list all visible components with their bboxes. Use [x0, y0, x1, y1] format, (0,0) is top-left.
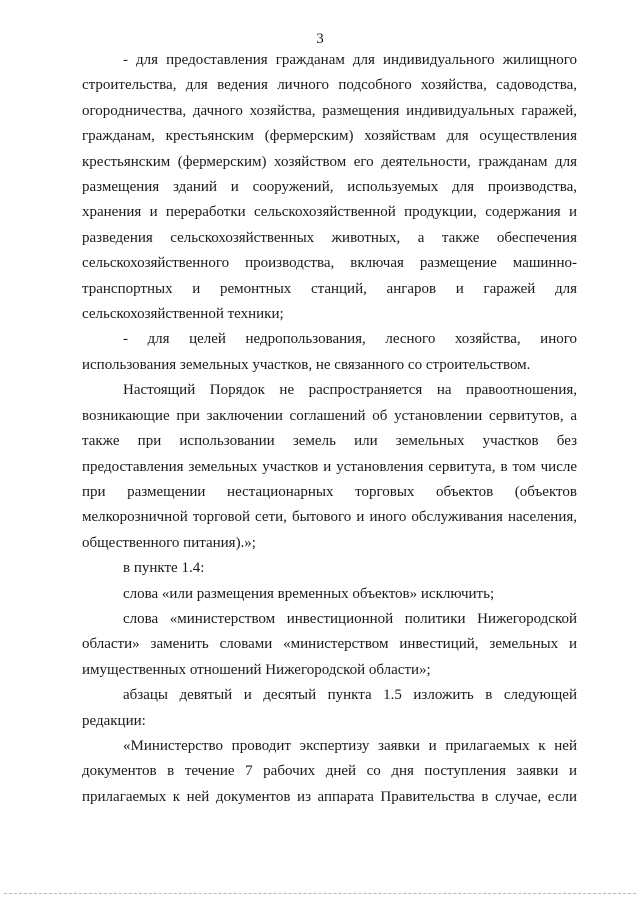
page-number: 3 [316, 31, 324, 47]
document-body [82, 48, 577, 810]
paragraph-ministry-review: «Министерство проводит экспертизу заявки и прилагаемых к ней документов в течение 7 рабочих дней со дня поступления заявки и прилагаемых к ней документов из аппарата Правительства в случае, если [82, 737, 577, 805]
paragraph-point-1-5: абзацы девятый и десятый пункта 1.5 изложить в следующей редакции: [82, 687, 577, 729]
page-bottom-rule [4, 893, 636, 894]
paragraph-scope-exclusion: Настоящий Порядок не распространяется на правоотношения, возникающие при заключении соглашений об установлении сервитутов, а также при использовании земель или земельных участков без предоставления земельных участков и установления сервитута, в том числе при размещении нестационарных торговых объектов (объектов мелкорозничной торговой сети, бытового и иного обслуживания населения, общественного питания).»; [82, 382, 577, 551]
paragraph-exclude-words: слова «или размещения временных объектов» исключить; [123, 585, 495, 602]
paragraph-land-purposes: - для предоставления гражданам для индивидуального жилищного строительства, для ведения личного подсобного хозяйства, садоводства, огородничества, дачного хозяйства, размещения индивидуальных гаражей, гражданам, крестьянским (фермерским) хозяйствам для осуществления крестьянским (фермерским) хозяйством его деятельности, гражданам для размещения зданий и сооружений, используемых для производства, хранения и переработки сельскохозяйственной продукции, содержания и разведения сельскохозяйственных животных, а также обеспечения сельскохозяйственного производства, включая размещение машинно-транспортных и ремонтных станций, ангаров и гаражей для сельскохозяйственной техники; [82, 52, 577, 323]
paragraph-replace-ministry: слова «министерством инвестиционной политики Нижегородской области» заменить словами «министерством инвестиций, земельных и имущественных отношений Нижегородской области»; [82, 610, 577, 678]
paragraph-point-1-4: в пункте 1.4: [123, 560, 205, 577]
paragraph-subsoil-use: - для целей недропользования, лесного хозяйства, иного использования земельных участков, не связанного со строительством. [82, 331, 577, 373]
